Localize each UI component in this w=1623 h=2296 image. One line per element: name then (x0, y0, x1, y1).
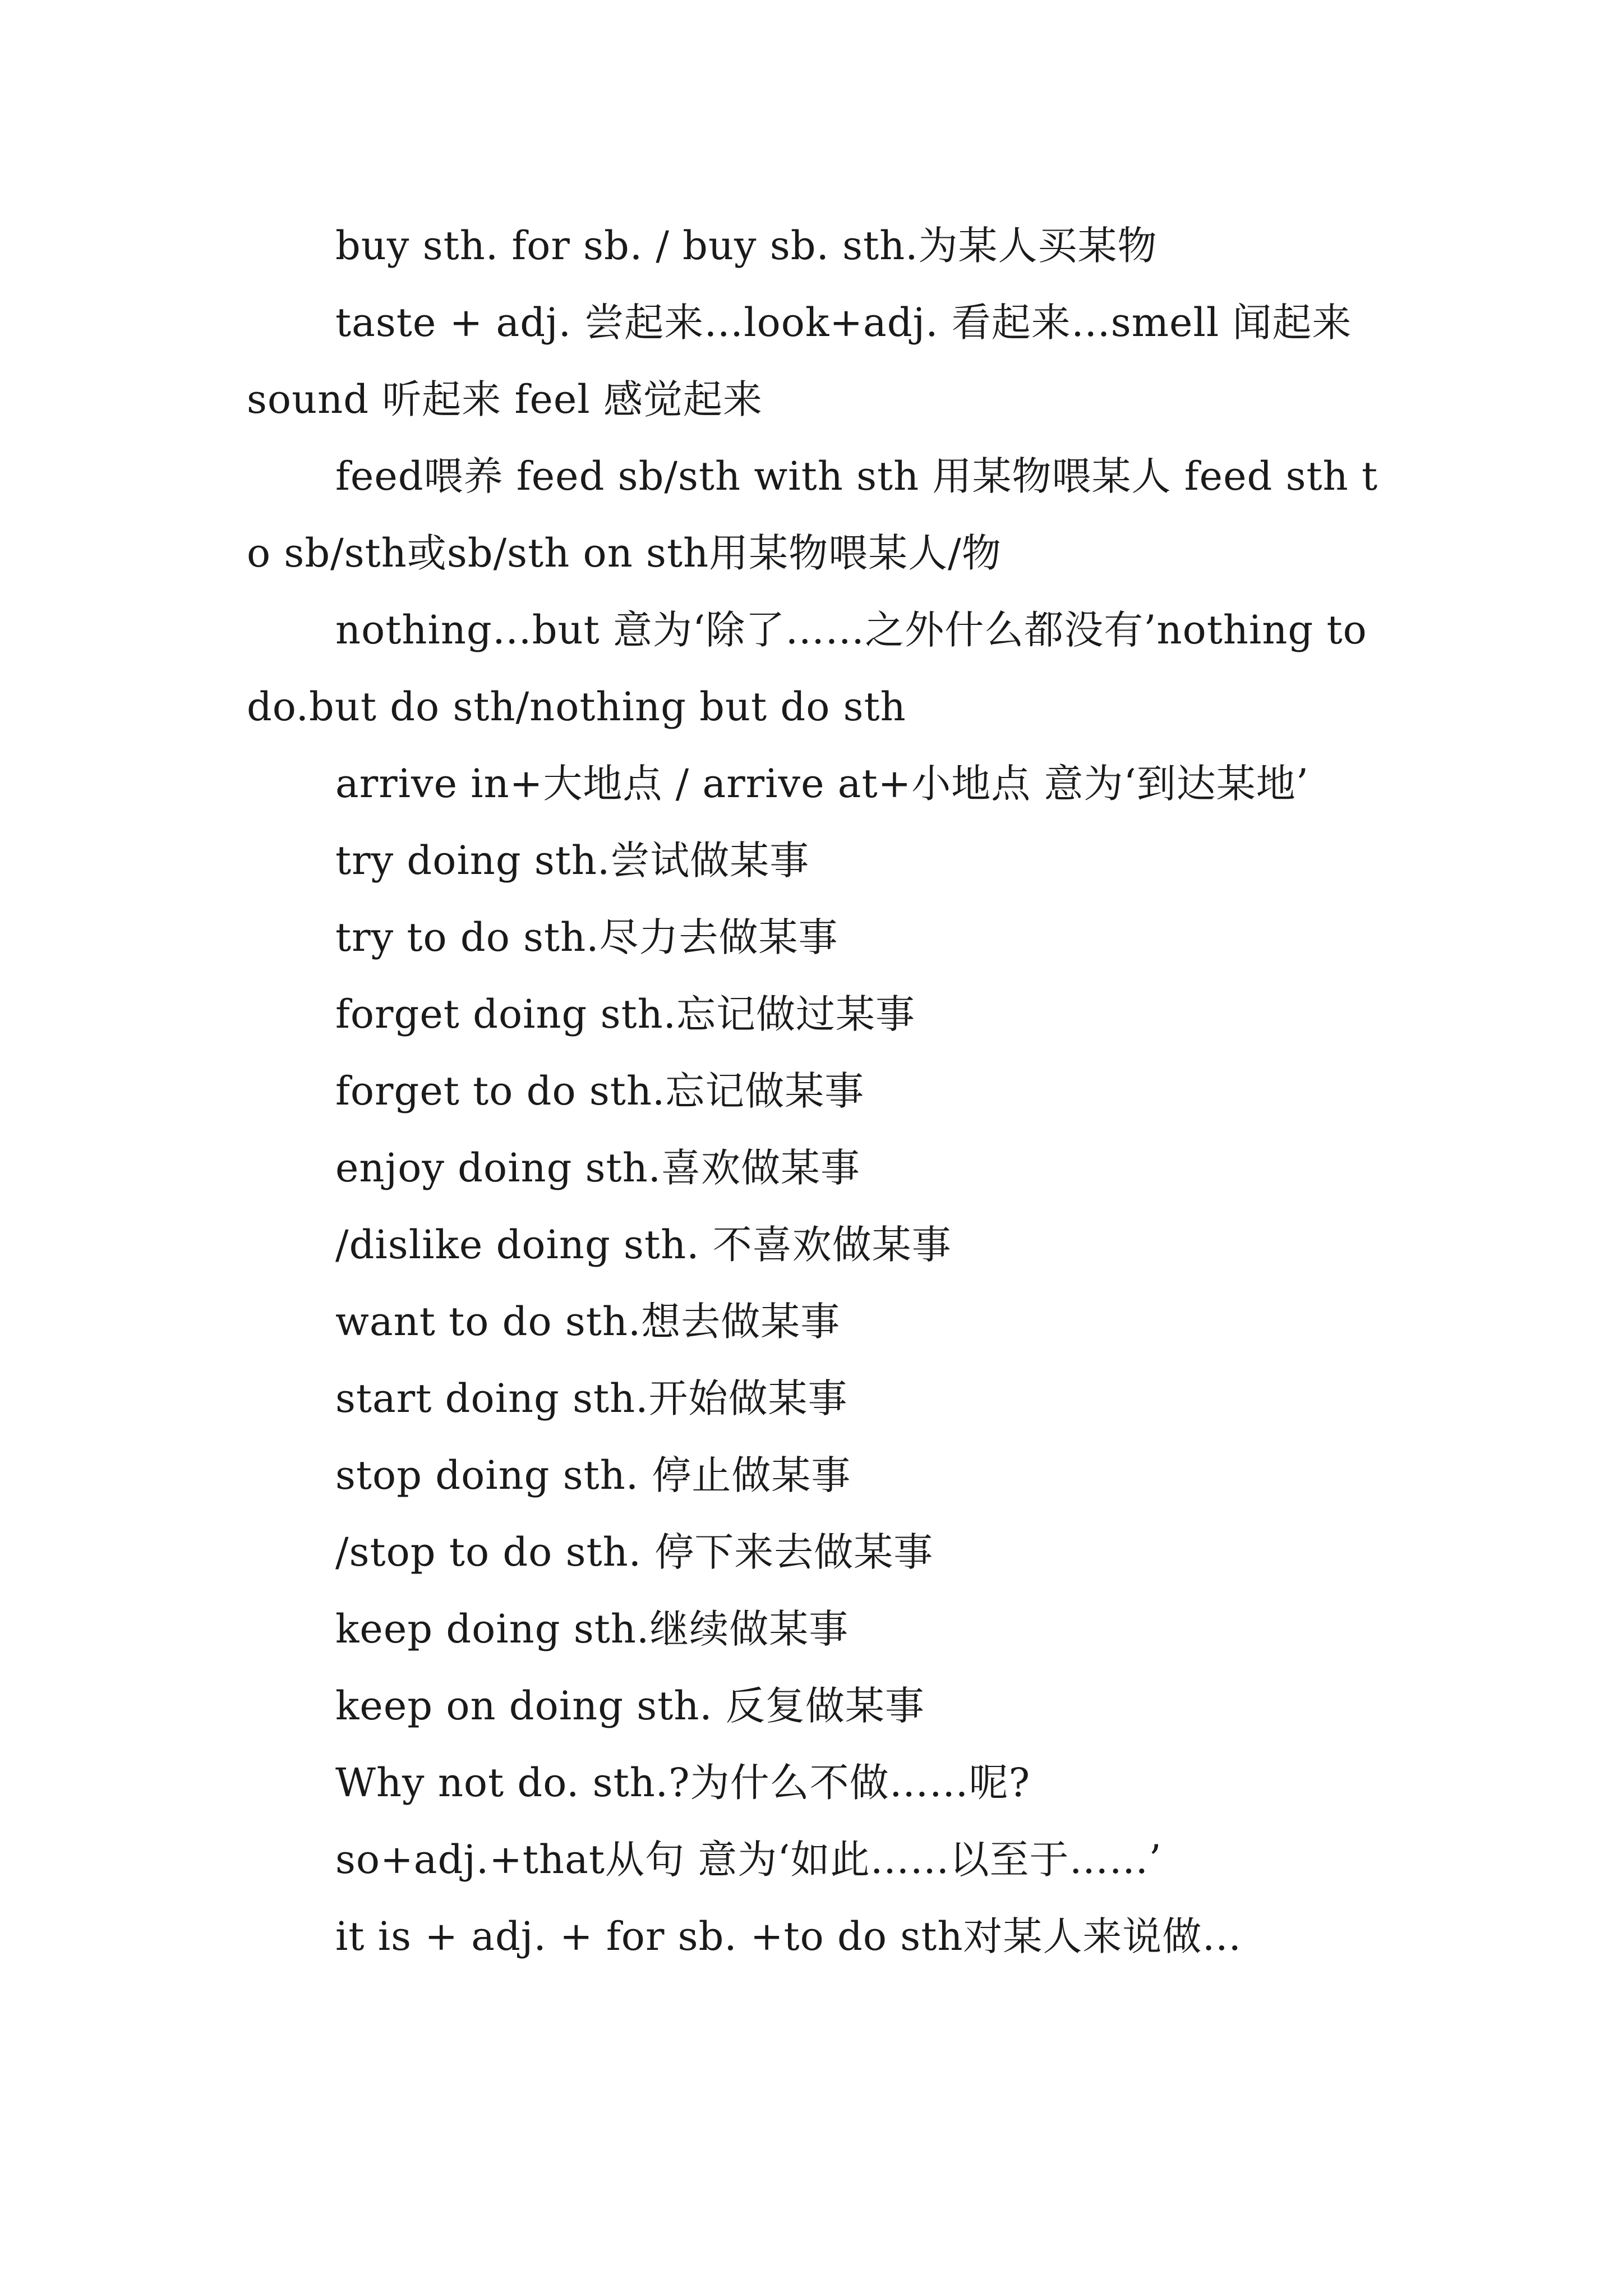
phrase-line: Why not do. sth.?为什么不做……呢? (335, 1760, 1031, 1806)
phrase-line: /dislike doing sth. 不喜欢做某事 (335, 1222, 952, 1268)
phrase-line: want to do sth.想去做某事 (335, 1299, 841, 1345)
phrase-line: keep on doing sth. 反复做某事 (335, 1683, 925, 1729)
phrase-line: arrive in+大地点 / arrive at+小地点 意为‘到达某地’ (335, 761, 1310, 807)
phrase-line: taste + adj. 尝起来…look+adj. 看起来…smell 闻起来 sound 听起来 feel 感觉起来 (247, 300, 1365, 422)
phrase-line: forget doing sth.忘记做过某事 (335, 991, 916, 1037)
phrase-line: try to do sth.尽力去做某事 (335, 914, 838, 960)
phrase-line: feed喂养 feed sb/sth with sth 用某物喂某人 feed sth to sb/sth或sb/sth on sth用某物喂某人/物 (247, 453, 1378, 576)
phrase-line: stop doing sth. 停止做某事 (335, 1452, 851, 1498)
phrase-line: buy sth. for sb. / buy sb. sth.为某人买某物 (335, 223, 1158, 269)
phrase-line: nothing…but 意为‘除了……之外什么都没有’nothing to do.but do sth/nothing but do sth (247, 607, 1381, 730)
phrase-line: try doing sth.尝试做某事 (335, 838, 810, 884)
phrase-line: /stop to do sth. 停下来去做某事 (335, 1529, 934, 1575)
phrase-line: it is + adj. + for sb. +to do sth对某人来说做… (335, 1913, 1242, 1959)
phrase-line: so+adj.+that从句 意为‘如此……以至于……’ (335, 1837, 1162, 1883)
phrase-line: start doing sth.开始做某事 (335, 1375, 848, 1421)
phrase-line: forget to do sth.忘记做某事 (335, 1068, 865, 1114)
phrase-line: enjoy doing sth.喜欢做某事 (335, 1145, 861, 1191)
document-body (247, 208, 1380, 1975)
phrase-line: keep doing sth.继续做某事 (335, 1606, 849, 1652)
